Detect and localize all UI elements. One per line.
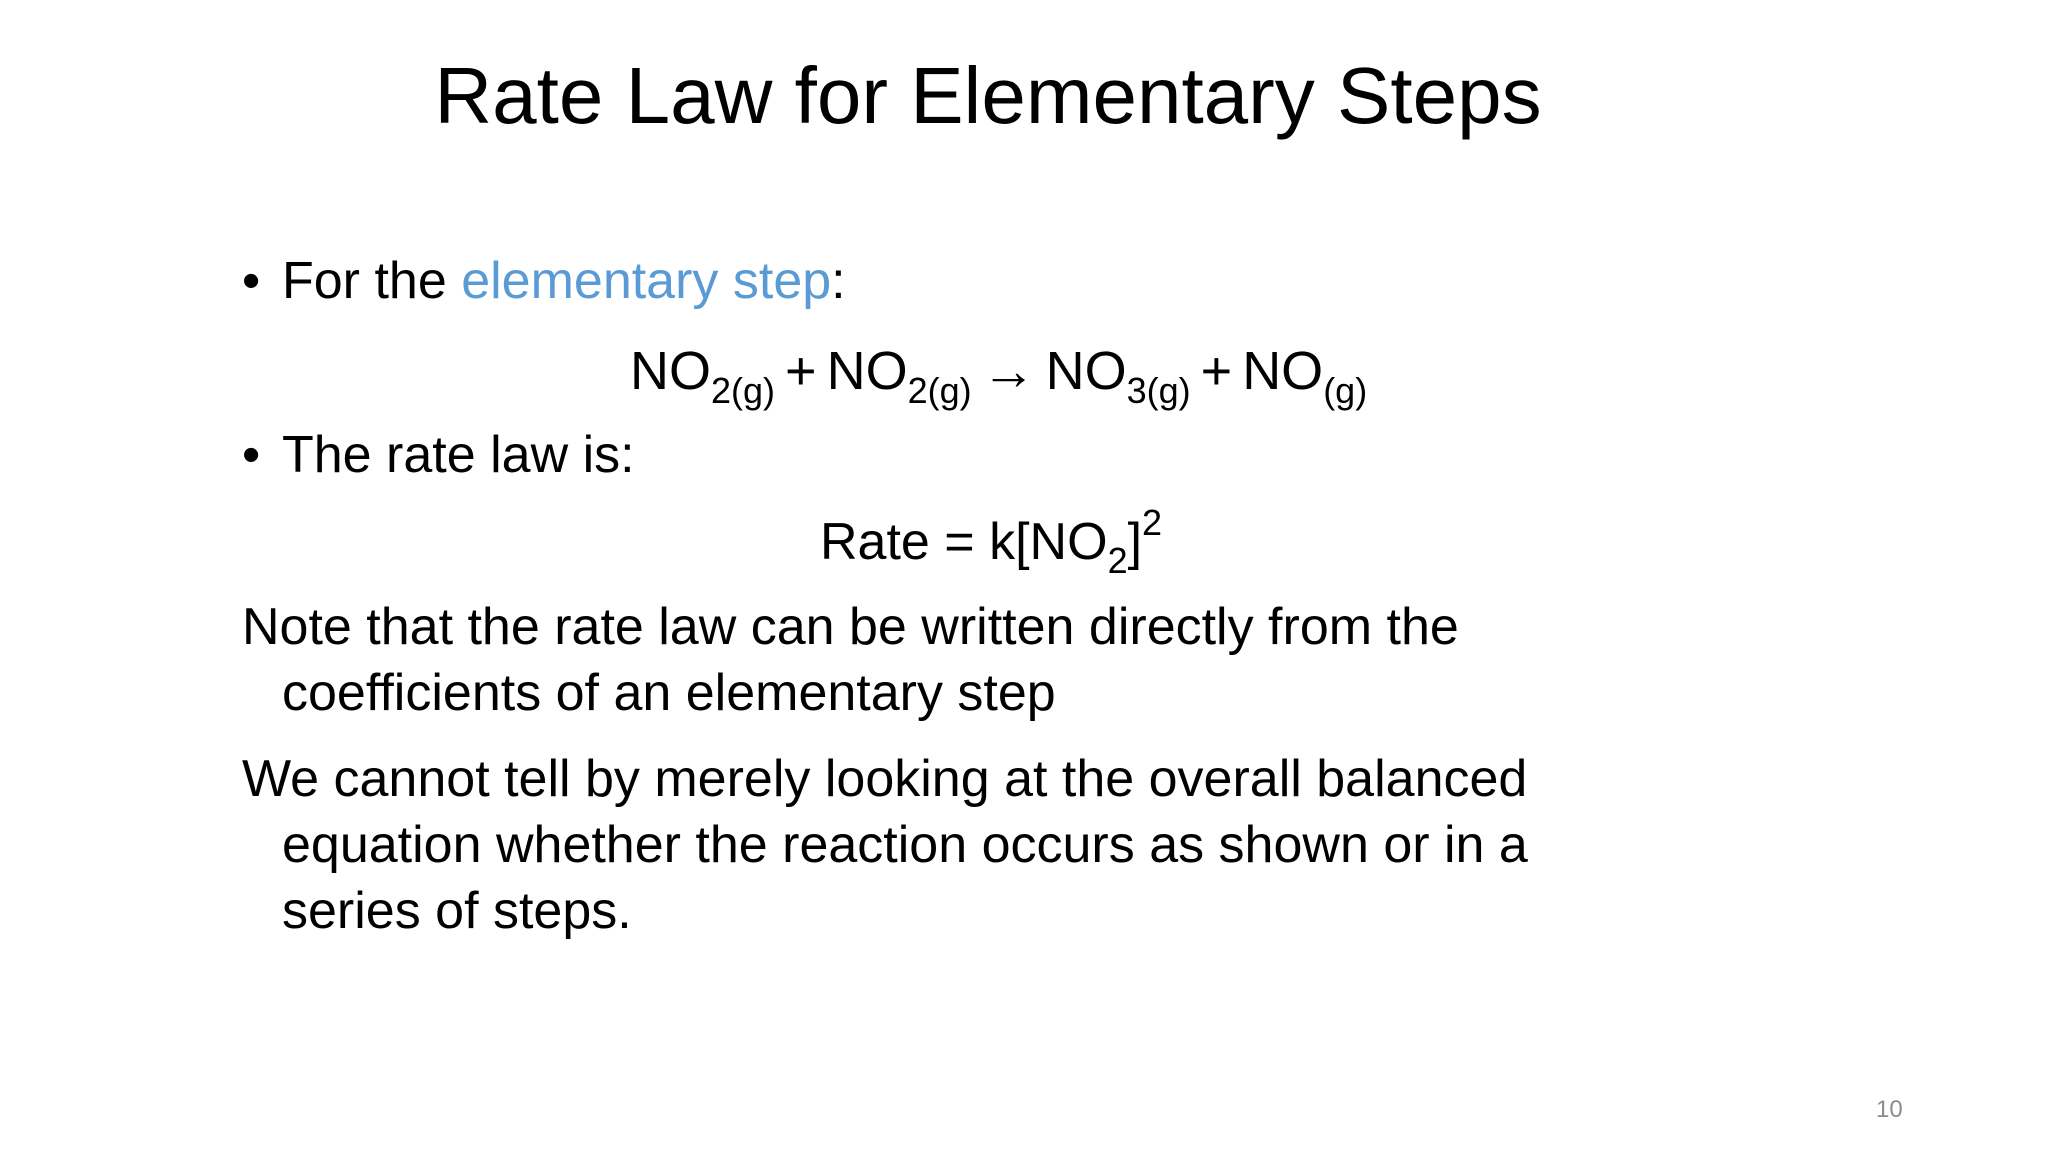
bullet-text: The rate law is: bbox=[282, 426, 635, 484]
caution-line-1: We cannot tell by merely looking at the overall balanced bbox=[242, 750, 1528, 808]
rate-law-equation bbox=[820, 502, 1163, 581]
bullet-dot: • bbox=[242, 426, 261, 484]
product-1-subscript: 3(g) bbox=[1126, 370, 1191, 411]
bullet-rate-law bbox=[242, 422, 635, 488]
page-number: 10 bbox=[1876, 1096, 1903, 1123]
reaction-equation bbox=[630, 336, 1368, 411]
plus-sign: + bbox=[785, 341, 817, 401]
note-line-2: coefficients of an elementary step bbox=[282, 664, 1056, 722]
plus-sign: + bbox=[1200, 341, 1233, 401]
reactant-2-subscript: 2(g) bbox=[907, 370, 972, 411]
bullet-elementary-step bbox=[242, 248, 846, 314]
note-line-1: Note that the rate law can be written directly from the bbox=[242, 598, 1459, 656]
bullet-prefix: For the bbox=[282, 252, 462, 310]
note-paragraph bbox=[242, 594, 1682, 726]
product-1: NO bbox=[1045, 341, 1127, 401]
caution-line-2: equation whether the reaction occurs as shown or in a bbox=[282, 816, 1528, 874]
reaction-arrow: → bbox=[981, 341, 1036, 401]
rate-law-subscript: 2 bbox=[1107, 540, 1128, 581]
bullet-suffix: : bbox=[831, 252, 846, 310]
rate-law-close: ] bbox=[1127, 513, 1143, 571]
rate-law-prefix: Rate = k[NO bbox=[820, 513, 1108, 571]
elementary-step-term: elementary step bbox=[461, 252, 832, 310]
bullet-dot: • bbox=[242, 252, 261, 310]
rate-law-exponent: 2 bbox=[1142, 502, 1163, 543]
caution-line-3: series of steps. bbox=[282, 882, 632, 940]
reactant-1: NO bbox=[630, 341, 711, 401]
product-2-subscript: (g) bbox=[1323, 370, 1368, 411]
reactant-2: NO bbox=[826, 341, 908, 401]
caution-paragraph bbox=[242, 746, 1682, 944]
slide-title: Rate Law for Elementary Steps bbox=[434, 51, 1542, 140]
product-2: NO bbox=[1242, 341, 1324, 401]
reactant-1-subscript: 2(g) bbox=[711, 370, 776, 411]
